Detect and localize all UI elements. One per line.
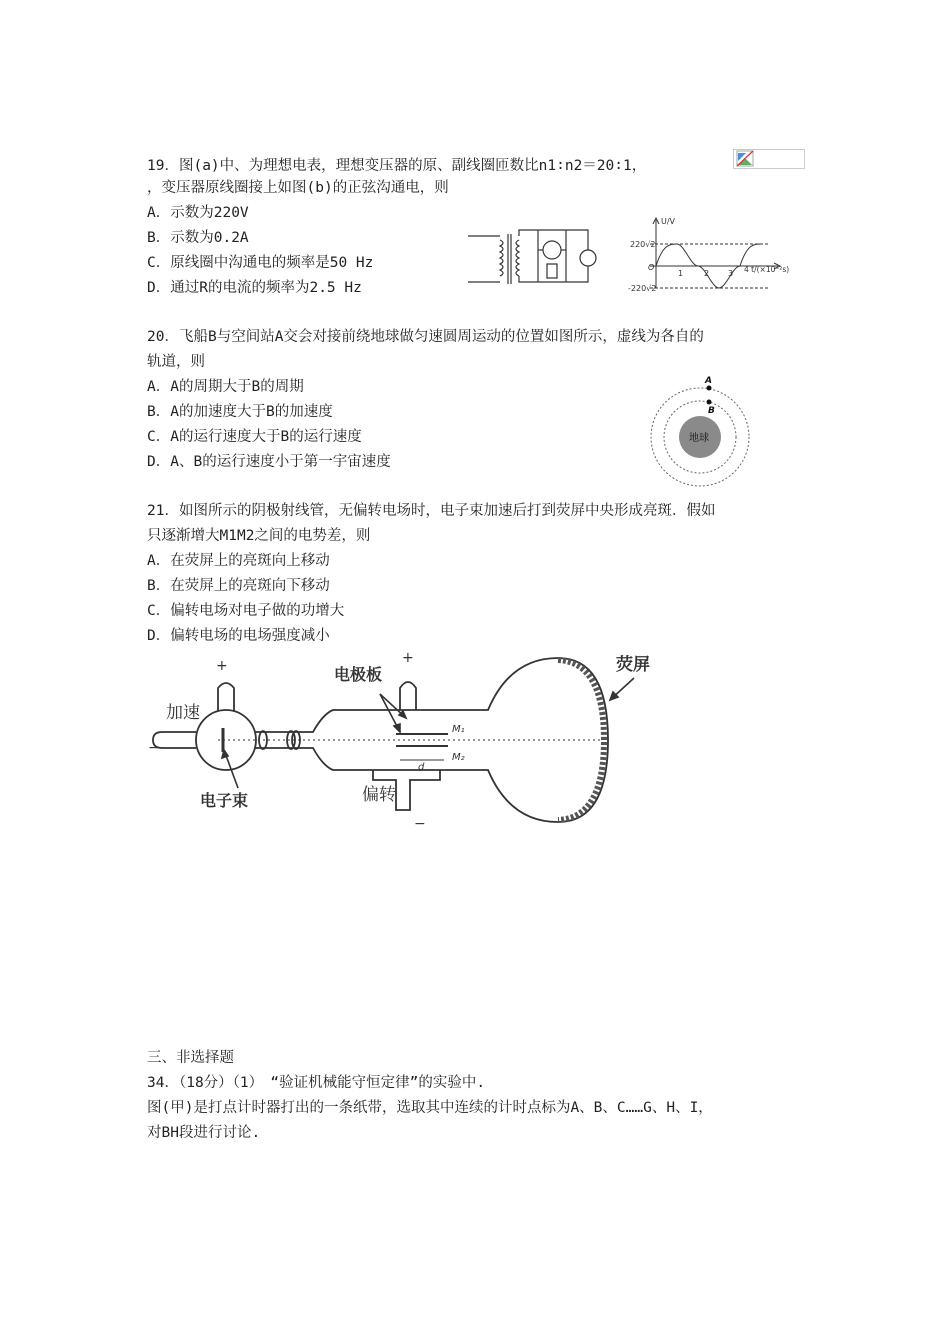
plate-plus-sign: + — [402, 650, 414, 666]
q34-line1: 34．（18分）（1） “验证机械能守恒定律”的实验中. — [147, 1075, 486, 1091]
station-a-dot — [707, 386, 712, 391]
graph-xtick-1: 1 — [678, 269, 684, 278]
q20-option-d: D．A、B的运行速度小于第一宇宙速度 — [147, 454, 391, 470]
q21-option-c: C．偏转电场对电子做的功增大 — [147, 603, 345, 619]
orbit-diagram — [646, 370, 752, 490]
electron-beam-label: 电子束 — [200, 791, 249, 810]
section-title: 三、非选择题 — [147, 1050, 234, 1066]
q20-option-a: A．A的周期大于B的周期 — [147, 379, 304, 395]
transformer-circuit-diagram — [460, 226, 610, 292]
q19-option-b: B．示数为0.2A — [147, 230, 249, 246]
graph-origin: O — [648, 263, 655, 272]
q21-option-b: B．在荧屏上的亮斑向下移动 — [147, 578, 330, 594]
q21-stem-line2: 只逐渐增大M1M2之间的电势差，则 — [147, 528, 371, 544]
q20-option-b: B．A的加速度大于B的加速度 — [147, 404, 333, 420]
deflection-label: 偏转 — [362, 785, 396, 805]
q21-option-a: A．在荧屏上的亮斑向上移动 — [147, 553, 330, 569]
screen-label: 荧屏 — [616, 655, 650, 675]
accel-plus-sign: + — [216, 658, 228, 674]
m2-label: M₂ — [452, 752, 465, 763]
q19-option-c: C．原线圈中沟通电的频率是50 Hz — [147, 255, 374, 271]
graph-xtick-2: 2 — [704, 269, 710, 278]
graph-ytick-top: 220√2 — [630, 240, 656, 249]
q21-option-d: D．偏转电场的电场强度减小 — [147, 628, 330, 644]
earth-label: 地球 — [689, 433, 709, 444]
ship-b-label: B — [708, 406, 715, 416]
q20-stem-line2: 轨道，则 — [147, 354, 205, 370]
deflect-minus-sign: − — [414, 816, 426, 832]
q34-line3: 对BH段进行讨论. — [147, 1125, 261, 1141]
q19-option-a: A．示数为220V — [147, 205, 249, 221]
accelerate-label: 加速 — [166, 703, 200, 723]
broken-image-icon — [733, 149, 805, 169]
sine-voltage-graph — [628, 214, 798, 294]
station-a-label: A — [705, 376, 712, 386]
q20-option-c: C．A的运行速度大于B的运行速度 — [147, 429, 362, 445]
m1-label: M₁ — [452, 724, 465, 735]
q19-stem-line2: ，变压器原线圈接上如图(b)的正弦沟通电，则 — [147, 180, 449, 196]
q20-stem-line1: 20．飞船B与空间站A交会对接前绕地球做匀速圆周运动的位置如图所示，虚线为各自的 — [147, 329, 704, 345]
distance-d-label: d — [418, 762, 425, 773]
q34-line2: 图(甲)是打点计时器打出的一条纸带，选取其中连续的计时点标为A、B、C……G、H、I， — [147, 1100, 713, 1116]
ship-b-dot — [707, 400, 712, 405]
graph-xlabel: 4 t/(×10⁻²s) — [744, 265, 790, 274]
q21-stem-line1: 21．如图所示的阴极射线管，无偏转电场时，电子束加速后打到荧屏中央形成亮斑．假如 — [147, 503, 716, 519]
graph-xtick-3: 3 — [728, 269, 734, 278]
q19-option-d: D．通过R的电流的频率为2.5 Hz — [147, 280, 362, 296]
q19-stem-line1: 19．图(a)中、为理想电表，理想变压器的原、副线圈匝数比n1∶n2＝20∶1， — [147, 158, 647, 174]
graph-ylabel: U/V — [661, 217, 676, 226]
graph-ytick-bottom: -220√2 — [628, 284, 657, 293]
cathode-ray-tube-diagram — [148, 648, 668, 832]
cathode-minus-sign: − — [148, 740, 160, 756]
electrode-plate-label: 电极板 — [334, 665, 383, 684]
